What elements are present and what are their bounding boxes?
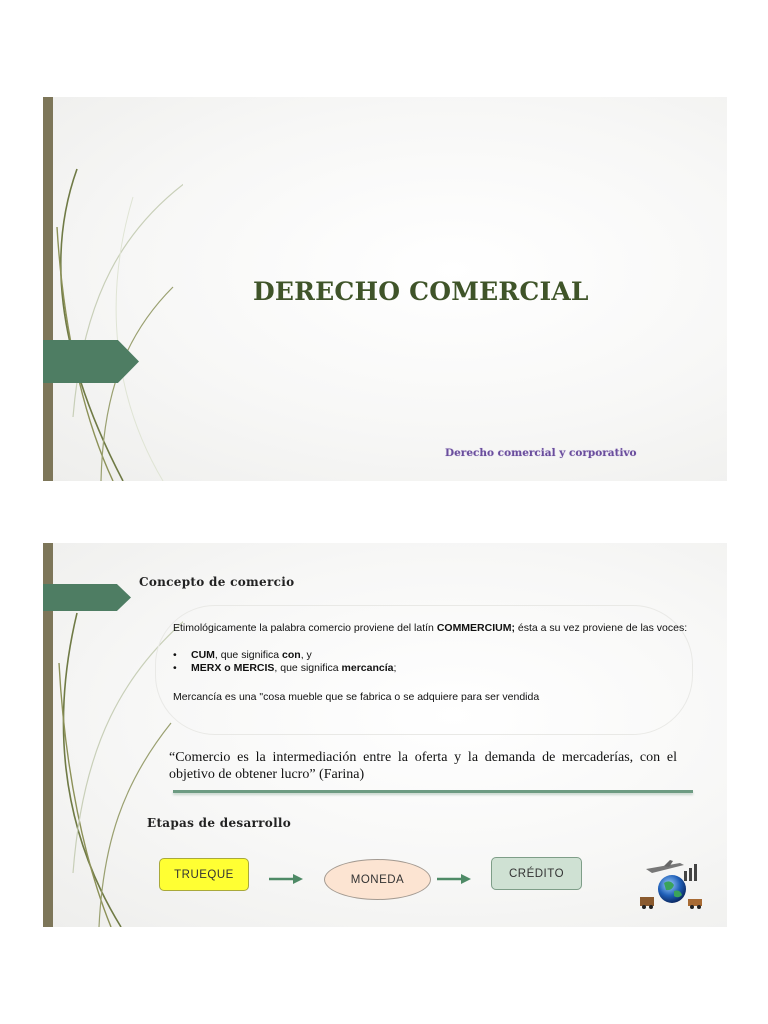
globe-trade-icon	[640, 859, 704, 911]
merchandise-definition: Mercancía es una "cosa mueble que se fabrica o se adquiere para ser vendida	[173, 691, 540, 703]
latin-word: COMMERCIUM;	[436, 622, 515, 634]
slide-title-text: DERECHO COMERCIAL	[253, 277, 589, 306]
stage-credito: CRÉDITO	[491, 857, 582, 890]
accent-bar	[43, 97, 53, 481]
arrow-right-icon	[269, 873, 303, 885]
etymology-intro: Etimológicamente la palabra comercio proviene del latín	[173, 622, 437, 634]
etymology-list	[173, 649, 693, 675]
bullet-tail: , y	[300, 649, 312, 661]
etymology-text-box	[173, 622, 693, 704]
arrow-tab	[43, 584, 131, 611]
list-item	[173, 649, 693, 662]
arrow-right-icon	[437, 873, 471, 885]
etymology-paragraph	[173, 622, 693, 635]
decorative-curves	[43, 97, 183, 481]
bullet-text: , que significa	[274, 662, 342, 674]
bullet-term: CUM	[191, 649, 215, 661]
bullet-meaning: mercancía	[341, 662, 394, 674]
bullet-text: , que significa	[214, 649, 283, 661]
bullet-term: MERX o MERCIS	[191, 662, 275, 674]
slide-concepto	[43, 543, 727, 927]
etymology-intro-end: ésta a su vez proviene de las voces:	[514, 622, 688, 634]
bullet-tail: ;	[393, 662, 397, 674]
list-item	[173, 662, 693, 675]
stage-trueque: TRUEQUE	[159, 858, 249, 891]
stage-moneda: MONEDA	[324, 859, 431, 900]
bullet-meaning: con	[282, 649, 301, 661]
section-heading-etapas: Etapas de desarrollo	[147, 816, 292, 830]
section-heading-concepto: Concepto de comercio	[139, 575, 295, 589]
farina-quote: “Comercio es la intermediación entre la oferta y la demanda de mercaderías, con el objetivo de obtener lucro” (Farina)	[169, 750, 677, 782]
slide-subtitle: Derecho comercial y corporativo	[445, 447, 637, 459]
slide-title	[43, 97, 727, 481]
divider-rule	[173, 790, 693, 793]
